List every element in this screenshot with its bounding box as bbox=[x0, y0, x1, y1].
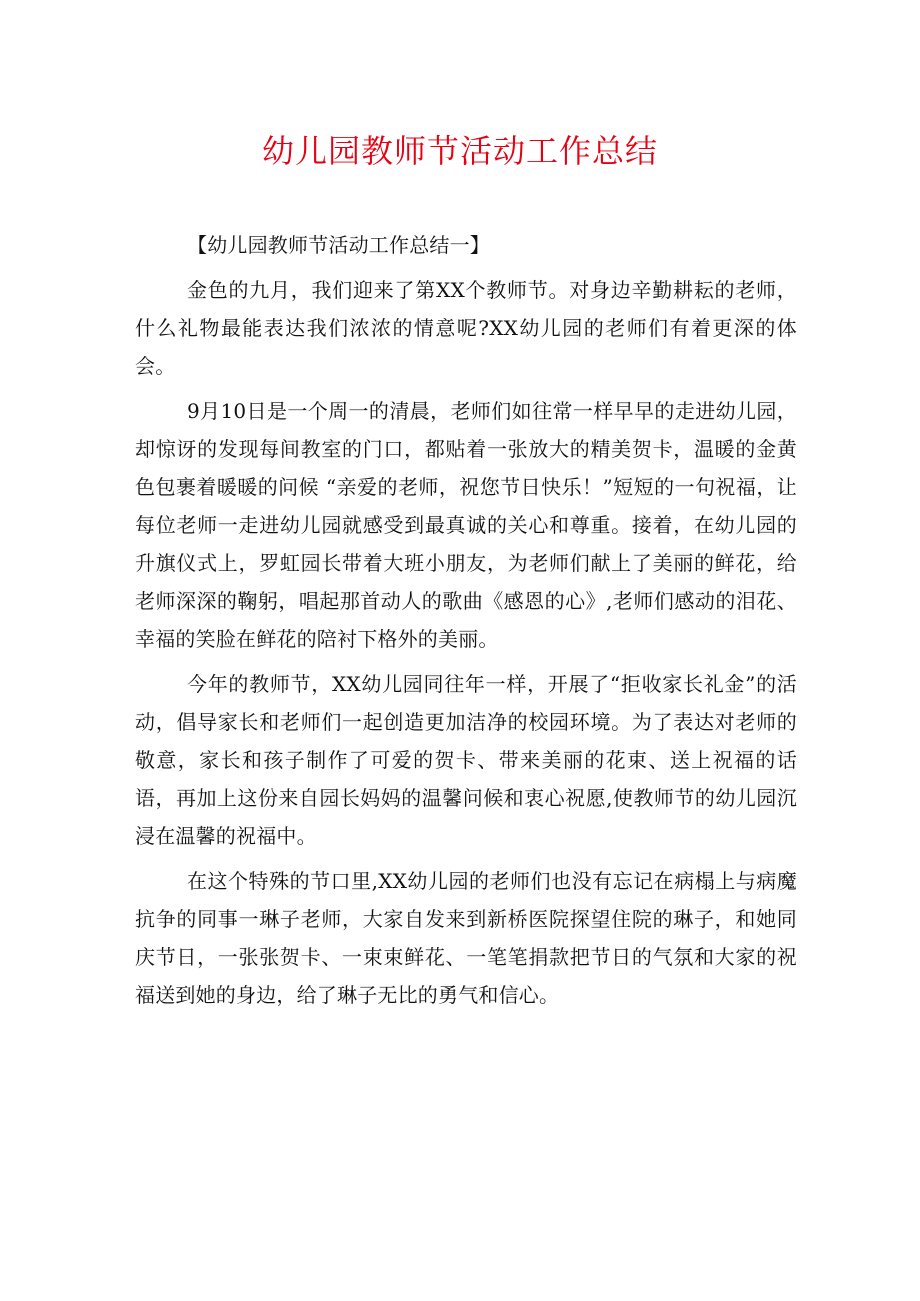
paragraph-4: 在这个特殊的节口里,XX幼儿园的老师们也没有忘记在病榻上与病魔抗争的同事一琳子老师，大家自发来到新桥医院探望住院的琳子，和她同庆节日，一张张贺卡、一束束鲜花、一笔笔捐款把节日的气氛和大家的祝福送到她的身边，给了琳子无比的勇气和信心。 bbox=[135, 869, 797, 1007]
section-heading: 【幼儿园教师节活动工作总结一】 bbox=[187, 233, 490, 257]
paragraph-3: 今年的教师节，XX幼儿园同往年一样，开展了“拒收家长礼金”的活动，倡导家长和老师们一起创造更加洁净的校园环境。为了表达对老师的敬意，家长和孩子制作了可爱的贺卡、带来美丽的花束、送上祝福的话语，再加上这份来自园长妈妈的温馨问候和衷心祝愿,使教师节的幼儿园沉浸在温馨的祝福中。 bbox=[135, 672, 797, 848]
paragraph-1: 金色的九月，我们迎来了第XX个教师节。对身边辛勤耕耘的老师，什么礼物最能表达我们浓浓的情意呢?XX幼儿园的老师们有着更深的体会。 bbox=[135, 278, 797, 378]
paragraph-2: 9月10日是一个周一的清晨，老师们如往常一样早早的走进幼儿园，却惊讶的发现每间教室的门口，都贴着一张放大的精美贺卡，温暖的金黄色包裹着暖暖的问候 “亲爱的老师，祝您节日快乐！”短短的一句祝福，让每位老师一走进幼儿园就感受到最真诚的关心和尊重。接着，在幼儿园的升旗仪式上，罗虹园长带着大班小朋友，为老师们献上了美丽的鲜花，给老师深深的鞠躬，唱起那首动人的歌曲《感恩的心》,老师们感动的泪花、幸福的笑脸在鲜花的陪衬下格外的美丽。 bbox=[135, 399, 797, 651]
document-body bbox=[135, 226, 797, 1014]
document-title: 幼儿园教师节活动工作总结 bbox=[261, 132, 658, 170]
